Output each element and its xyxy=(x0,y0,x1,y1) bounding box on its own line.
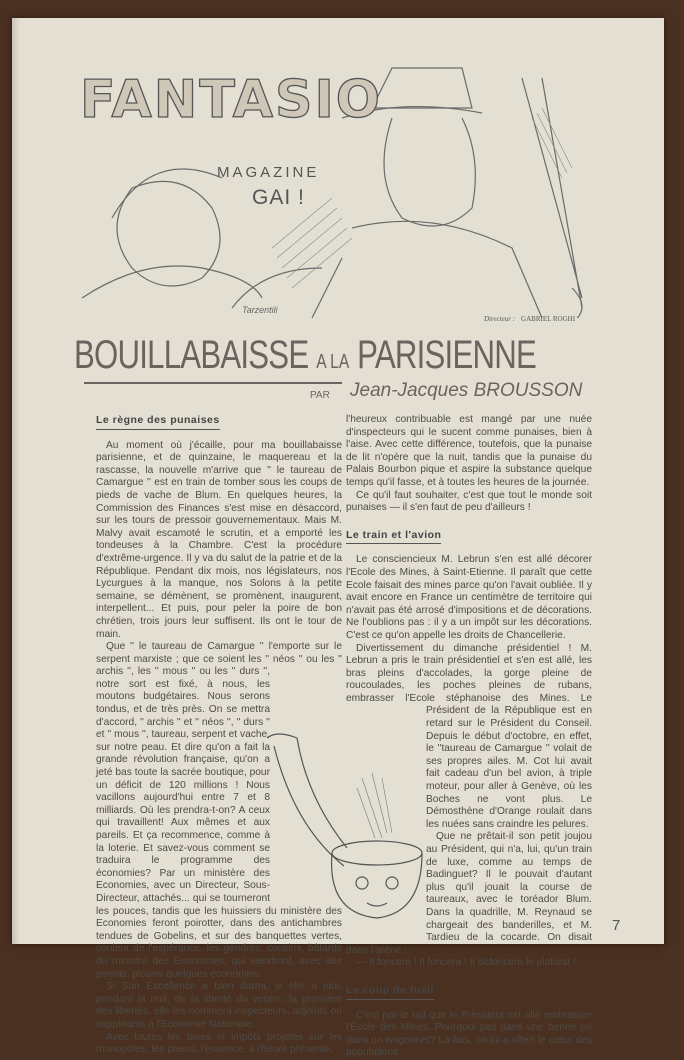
magazine-page xyxy=(12,18,664,1059)
paragraph: Que '' le taureau de Camargue '' l'emporte sur le serpent marxiste ; que ce soient les '' néos '' ou les '' archis '', les '' mous '' ou les '' durs '', notre sort est fixé, à nous, les moutons budgétaires. Nous serons tondus, et de très près. On se mettra d'accord, '' archis '' et '' néos '', '' durs '' et '' mous '', taureau, serpent et vache, sur notre peau. Et dire qu'on a fait la grande révolution française, qu'on a jeté bas toute la sacrée boutique, pour un déficit de 120 millions ! Nous vacillons aujourd'hui entre 7 et 8 milliards. Où les prendra-t-on? A ceux qui travaillent! Aux mêmes et aux pareils. Et ça recommence, comme à la loterie. Et savez-vous comment se traduira le programme des économies? Par un ministère des Economies, avec un Directeur, Sous-Directeur, attachés... qui se tourneront les pouces, tandis que les huissiers du ministère des Economies feront poirotter, dans des antichambres tendues de Gobelins, et sur des banquettes vertes, couleur de l'espérance, les gendres, cousins, bâtards du ministre des Economies, qui viendront, avec des permis, picorer quelques économies. xyxy=(96,641,342,980)
paragraph: Le consciencieux M. Lebrun s'en est allé décorer l'Ecole des Mines, à Saint-Etienne. Il paraît que cette Ecole faisait des mines parce qu'on l'avait oubliée. Il y avait encore en France un centimètre de territoire qui n'avait pas été arrosé d'impositions et de décorations. Ne l'oublions pas : il y a un impôt sur les décorations. C'est ce qu'on appelle les droits de Chancellerie. xyxy=(346,554,592,641)
paragraph: Ce qu'il faut souhaiter, c'est que tout le monde soit punaises — il s'en faut de peu d'ailleurs ! xyxy=(346,489,592,514)
pipe-illustration xyxy=(262,718,432,928)
paragraph: C'est par le rail que le Président est allé embrasser l'École des Mines. Pourquoi pas dans une benne ou dans un wagonnet? Là-bas, on lui a offert le cœur des populations xyxy=(346,1009,592,1059)
section-heading: Le règne des punaises xyxy=(96,414,220,430)
article-title xyxy=(74,334,536,383)
paragraph: Au moment où j'écaille, pour ma bouillabaisse parisienne, et de quinzaine, le maquereau et la rascasse, la nouvelle m'arrive que '' le taureau de Camargue '' est en train de tomber sous les coups de pieds de vache de Blum. En quelques heures, la Commission des Finances s'est mise en désaccord, sur les tours de pressoir gouvernementaux. Mais M. Malvy avait escamoté le scrutin, et a emporté les tondeuses à la Chambre. C'est la procédure d'extrême-urgence. Il y va du salut de la patrie et de la République. Pendant dix mois, nos législateurs, nos Lycurgues à la manque, nos Solons à la petite semaine, se démènent, se promènent, inaugurent, interpellent... Et puis, pour peler la poire de bon chrétien, trois jours leur suffisent. Ils ont le tour de main. xyxy=(96,439,342,640)
paragraph: l'heureux contribuable est mangé par une nuée d'inspecteurs qui le sucent comme punaises, bien à l'aise. Avec cette différence, toutefois, que la punaise de lit n'opère que la nuit, tandis que la punaise du Palais Bourbon pique et aspire la substance quelque temps qu'il fasse, et à toutes les heures de la journée. xyxy=(346,414,592,488)
paragraph: — Il foncera ! Il foncera ! Il défoncera le plafond ! xyxy=(356,957,576,969)
byline-author: Jean-Jacques BROUSSON xyxy=(350,380,583,401)
director-label: Directeur : xyxy=(484,315,516,323)
paragraph: Si Son Excellence a bien dormi, si elle a joui, pendant la nuit, de la liberté du ventre, la première des libertés, elle les nommera inspecteurs, adjoints ou suppléants à l'Economie Nationale. xyxy=(96,981,342,1030)
paragraph: Divertissement du dimanche présidentiel ! M. Lebrun a pris le train présidentiel et s'en est allé, les bras pleins d'accolades, la gorge pleine de roucoulades, les poches pleines de rubans, embrasser l'Ecole stéphanoise des Mines. Le Président de la République est en retard sur le Président du Conseil. Depuis le début d'octobre, en effet, le ''taureau de Camargue '' volait de ses propres ailes. M. Cot lui avait fait cadeau d'un bel avion, à triple moteur, pour aller à Genève, où les Boches ne vont plus. Le Démosthène d'Orange roulait dans les nuées sans craindre les pelures. xyxy=(346,642,592,830)
section-heading: Le train et l'avion xyxy=(346,529,441,545)
magazine-logo: FANTASIO xyxy=(80,70,382,130)
illustrator-signature: Tarzentili xyxy=(242,305,278,315)
byline-par: PAR xyxy=(310,390,330,401)
title-part2: A LA xyxy=(316,351,350,373)
paragraph: Que ne prêtait-il son petit joujou au Président, qui n'a, lui, qu'un train de luxe, comme au temps de Badinguet? Il le pouvait d'autant plus qu'il jouait la course de taureaux, avec le toréador Blum. Dans la quadrille, M. Reynaud se chargeait des banderilles, et M. Tardieu de la cocarde. On disait dans l'arène : xyxy=(346,831,592,956)
title-rule xyxy=(84,382,342,384)
paragraph: Avec toutes les taxes et impôts projetés sur les monopoles, les pneus, l'essence, à l'heure présente, xyxy=(96,1031,342,1056)
magazine-tagline: GAI ! xyxy=(252,186,305,209)
director-name: GABRIEL ROGHI xyxy=(521,315,576,323)
title-part1: BOUILLABAISSE xyxy=(74,333,309,377)
page-number: 7 xyxy=(612,917,621,934)
magazine-subtitle: MAGAZINE xyxy=(217,164,320,181)
director-credit xyxy=(484,315,575,323)
title-part3: PARISIENNE xyxy=(357,333,537,377)
section-heading: Le coup de fusil xyxy=(346,984,434,1000)
